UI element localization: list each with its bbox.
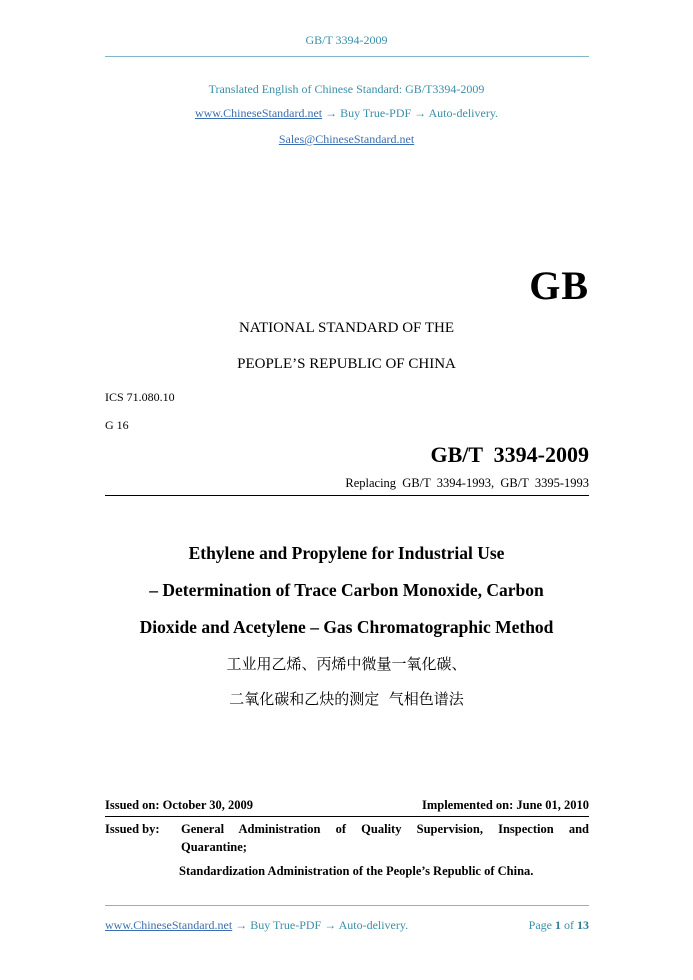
page-label: Page bbox=[528, 918, 552, 932]
dates-divider bbox=[105, 816, 589, 817]
ccs-code: G 16 bbox=[105, 418, 129, 432]
issuer-line1: General Administration of Quality Supervision, Inspection and bbox=[181, 822, 589, 836]
buy-text: → Buy True-PDF → Auto-delivery. bbox=[325, 106, 499, 120]
issued-date: Issued on: October 30, 2009 bbox=[105, 798, 254, 812]
standard-divider bbox=[105, 495, 589, 496]
title-zh-line2: 二氧化碳和乙炔的测定 气相色谱法 bbox=[229, 690, 464, 708]
issued-by-label: Issued by: bbox=[105, 822, 160, 836]
translation-notice: Translated English of Chinese Standard: GB/T3394-2009 bbox=[208, 82, 485, 96]
site-link[interactable]: www.ChineseStandard.net bbox=[194, 106, 323, 120]
title-en-line2: – Determination of Trace Carbon Monoxide, Carbon bbox=[149, 580, 544, 600]
title-en-line3: Dioxide and Acetylene – Gas Chromatographic Method bbox=[139, 617, 554, 637]
issuer-line2: Quarantine; bbox=[181, 840, 247, 854]
ics-code: ICS 71.080.10 bbox=[105, 390, 175, 404]
page-current: 1 bbox=[555, 918, 561, 932]
issuer-line3: Standardization Administration of the People’s Republic of China. bbox=[179, 864, 534, 878]
title-zh-line1: 工业用乙烯、丙烯中微量一氧化碳、 bbox=[226, 655, 467, 673]
footer-site-link[interactable]: www.ChineseStandard.net bbox=[105, 918, 233, 932]
running-header: GB/T 3394-2009 bbox=[305, 33, 388, 47]
title-en-line1: Ethylene and Propylene for Industrial Use bbox=[188, 543, 505, 563]
national-standard-line1: NATIONAL STANDARD OF THE bbox=[238, 320, 455, 336]
page-of: of bbox=[564, 918, 574, 932]
standard-number: GB/T 3394-2009 bbox=[430, 442, 589, 467]
footer-buy-text: → Buy True-PDF → Auto-delivery. bbox=[232, 918, 409, 932]
gb-logo: GB bbox=[529, 263, 589, 308]
header-divider bbox=[105, 56, 589, 57]
purchase-line bbox=[0, 106, 693, 121]
national-standard-line2: PEOPLE’S REPUBLIC OF CHINA bbox=[237, 356, 456, 372]
footer-divider bbox=[105, 905, 589, 906]
footer-purchase-line bbox=[105, 918, 408, 933]
email-line bbox=[0, 132, 693, 147]
replacing-standards: Replacing GB/T 3394-1993, GB/T 3395-1993 bbox=[345, 476, 589, 490]
email-link[interactable]: Sales@ChineseStandard.net bbox=[278, 132, 415, 146]
page-total: 13 bbox=[577, 918, 589, 932]
page-indicator bbox=[529, 918, 589, 933]
implemented-date: Implemented on: June 01, 2010 bbox=[421, 798, 589, 812]
